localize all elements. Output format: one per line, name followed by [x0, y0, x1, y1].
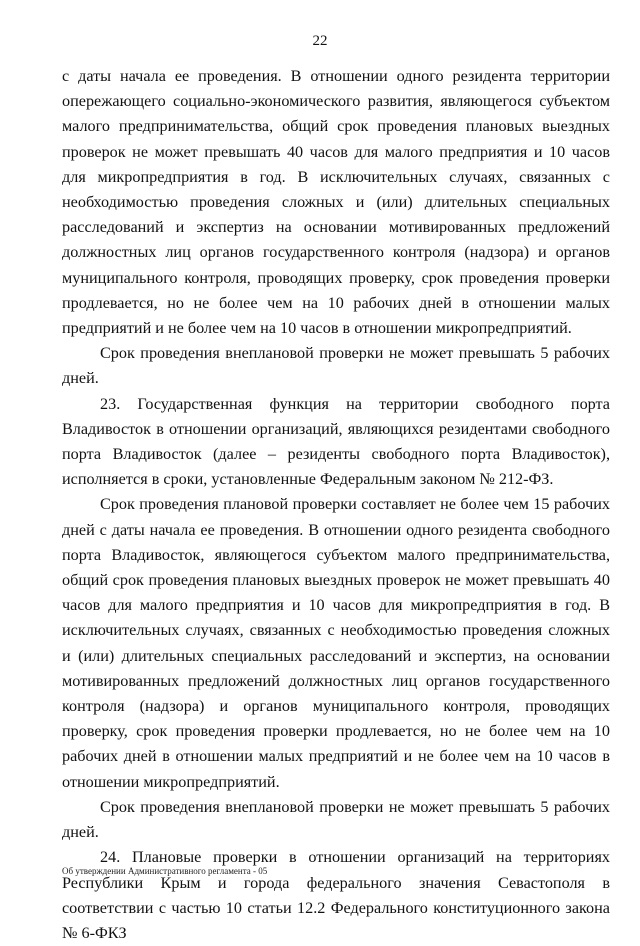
paragraph-item-24: 24. Плановые проверки в отношении организаций на территориях Республики Крым и города федерального значения Севастополя в соответствии с частью 10 статьи 12.2 Федерального конституционного закона № 6-ФКЗ — [62, 848, 610, 942]
paragraph-scheduled-inspection: Срок проведения плановой проверки составляет не более чем 15 рабочих дней с даты начала ее проведения. В отношении одного резидента свободного порта Владивосток, являющегося субъектом малого предпринимательства, общий срок проведения плановых выездных проверок не может превышать 40 часов для малого предприятия и 10 часов для микропредприятия в год. В исключительных случаях, связанных с необходимостью проведения сложных и (или) длительных специальных расследований и экспертиз, на основании мотивированных предложений должностных лиц органов государственного контроля (надзора) и органов муниципального контроля, проводящих проверку, срок проведения проверки продлевается, но не более чем на 10 рабочих дней в отношении малых предприятий и не более чем на 10 часов в отношении микропредприятий. — [62, 495, 610, 791]
paragraph-continuation: с даты начала ее проведения. В отношении одного резидента территории опережающего социально-экономического развития, являющегося субъектом малого предпринимательства, общий срок проведения плановых выездных проверок не может превышать 40 часов для малого предприятия и 10 часов для микропредприятия в год. В исключительных случаях, связанных с необходимостью проведения сложных и (или) длительных специальных расследований и экспертиз на основании мотивированных предложений должностных лиц органов государственного контроля (надзора) и органов муниципального контроля, проводящих проверку, срок проведения проверки продлевается, но не более чем на 10 рабочих дней в отношении малых предприятий и не более чем на 10 часов в отношении микропредприятий. — [62, 67, 610, 338]
document-body — [62, 64, 610, 946]
paragraph-unscheduled-inspection-2: Срок проведения внеплановой проверки не может превышать 5 рабочих дней. — [62, 797, 610, 842]
paragraph-item-23: 23. Государственная функция на территории свободного порта Владивосток в отношении организаций, являющихся резидентами свободного порта Владивосток (далее – резиденты свободного порта Владивосток), исполняется в сроки, установленные Федеральным законом № 212-ФЗ. — [62, 394, 610, 489]
paragraph-unscheduled-inspection-1: Срок проведения внеплановой проверки не может превышать 5 рабочих дней. — [62, 344, 610, 388]
page-number: 22 — [312, 33, 328, 49]
document-footer: Об утверждении Административного регламента - 05 — [62, 866, 268, 876]
